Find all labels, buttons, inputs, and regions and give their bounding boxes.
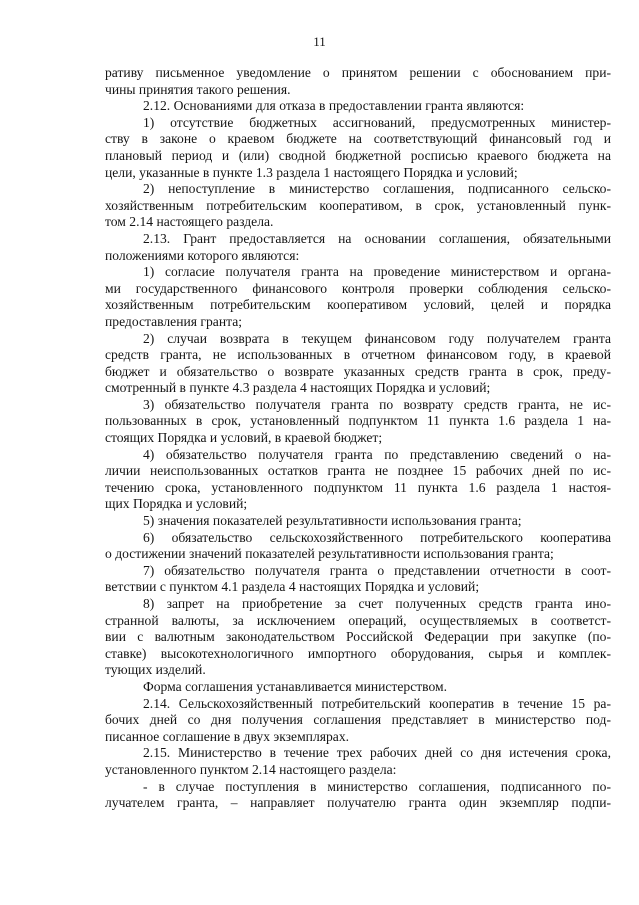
text-line: 8) запрет на приобретение за счет полученных средств гранта ино- [143, 596, 611, 611]
text-line: Форма соглашения устанавливается министерством. [143, 678, 448, 694]
text-line: щих Порядка и условий; [105, 496, 248, 512]
text-line: лучателем гранта, – направляет получателю гранта один экземпляр подпи- [105, 795, 611, 811]
text-line: ми государственного финансового контроля проверки соблюдения сельско- [105, 280, 611, 296]
document-body [105, 65, 611, 812]
text-line: 3) обязательство получателя гранта по возврату средств гранта, не ис- [143, 396, 611, 412]
text-line: установленного пунктом 2.14 настоящего раздела: [105, 761, 397, 777]
text-line: 2.14. Сельскохозяйственный потребительский кооператив в течение 15 ра- [143, 695, 611, 711]
text-line: 5) значения показателей результативности использования гранта; [143, 513, 522, 529]
text-line: 7) обязательство получателя гранта о представлении отчетности в соот- [143, 562, 611, 578]
text-line: вии с валютным законодательством Российской Федерации при закупке (по- [105, 629, 611, 645]
text-line: том 2.14 настоящего раздела. [105, 214, 274, 230]
text-line: смотренный в пункте 4.3 раздела 4 настоящих Порядка и условий; [105, 380, 491, 396]
text-line: о достижении значений показателей результативности использования гранта; [105, 546, 554, 562]
text-line: - в случае поступления в министерство соглашения, подписанного по- [143, 778, 611, 794]
text-line: тующих изделий. [105, 662, 206, 678]
text-line: положениями которого являются: [105, 247, 300, 263]
text-line: течению срока, установленного подпунктом 11 пункта 1.6 раздела 1 настоя- [105, 479, 611, 495]
text-line: плановый период и (или) сводной бюджетной росписью краевого бюджета на [105, 147, 611, 163]
text-line: 2.12. Основаниями для отказа в предоставлении гранта являются: [143, 98, 525, 114]
text-line: ству в законе о краевом бюджете на соответствующий финансовый год и [105, 131, 611, 147]
text-line: 2) непоступление в министерство соглашения, подписанного сельско- [143, 181, 611, 197]
text-line: 2.15. Министерство в течение трех рабочих дней со дня истечения срока, [143, 745, 611, 761]
text-line: ставке) высокотехнологичного импортного оборудования, сырья и комплек- [105, 645, 611, 661]
text-line: стоящих Порядка и условий, в краевой бюджет; [105, 430, 383, 446]
text-line: 2.13. Грант предоставляется на основании соглашения, обязательными [143, 230, 611, 246]
text-line: бочих дней со дня получения соглашения представляет в министерство под- [105, 712, 611, 728]
text-line: 4) обязательство получателя гранта по представлению сведений о на- [143, 446, 611, 462]
text-line: чины принятия такого решения. [105, 81, 291, 97]
page-number: 11 [313, 34, 326, 49]
text-line: цели, указанные в пункте 1.3 раздела 1 настоящего Порядка и условий; [105, 164, 518, 180]
text-line: хозяйственным потребительским кооперативом, в срок, установленный пунк- [105, 197, 611, 213]
text-line: 1) согласие получателя гранта на проведение министерством и органа- [143, 264, 611, 280]
text-line: писанное соглашение в двух экземплярах. [105, 728, 350, 744]
text-line: личии неиспользованных остатков гранта не позднее 15 рабочих дней по ис- [105, 463, 611, 479]
text-line: 1) отсутствие бюджетных ассигнований, предусмотренных министер- [143, 114, 611, 130]
text-line: средств гранта, не использованных в отчетном финансовом году, в краевой [105, 347, 611, 363]
text-line: предоставления гранта; [105, 313, 243, 329]
text-line: 6) обязательство сельскохозяйственного потребительского кооператива [143, 529, 611, 545]
text-line: бюджет и обязательство о возврате указанных средств гранта в срок, преду- [105, 363, 611, 379]
text-line: ративу письменное уведомление о принятом решении с обоснованием при- [105, 65, 611, 80]
text-line: 2) случаи возврата в текущем финансовом году получателем гранта [143, 330, 611, 346]
text-line: пользованных в срок, установленный подпунктом 11 пункта 1.6 раздела 1 на- [105, 413, 611, 429]
text-line: странной валюты, за исключением операций, осуществляемых в соответст- [105, 612, 611, 628]
text-line: ветствии с пунктом 4.1 раздела 4 настоящих Порядка и условий; [105, 579, 480, 595]
text-line: хозяйственным потребительским кооперативом условий, целей и порядка [105, 297, 611, 313]
